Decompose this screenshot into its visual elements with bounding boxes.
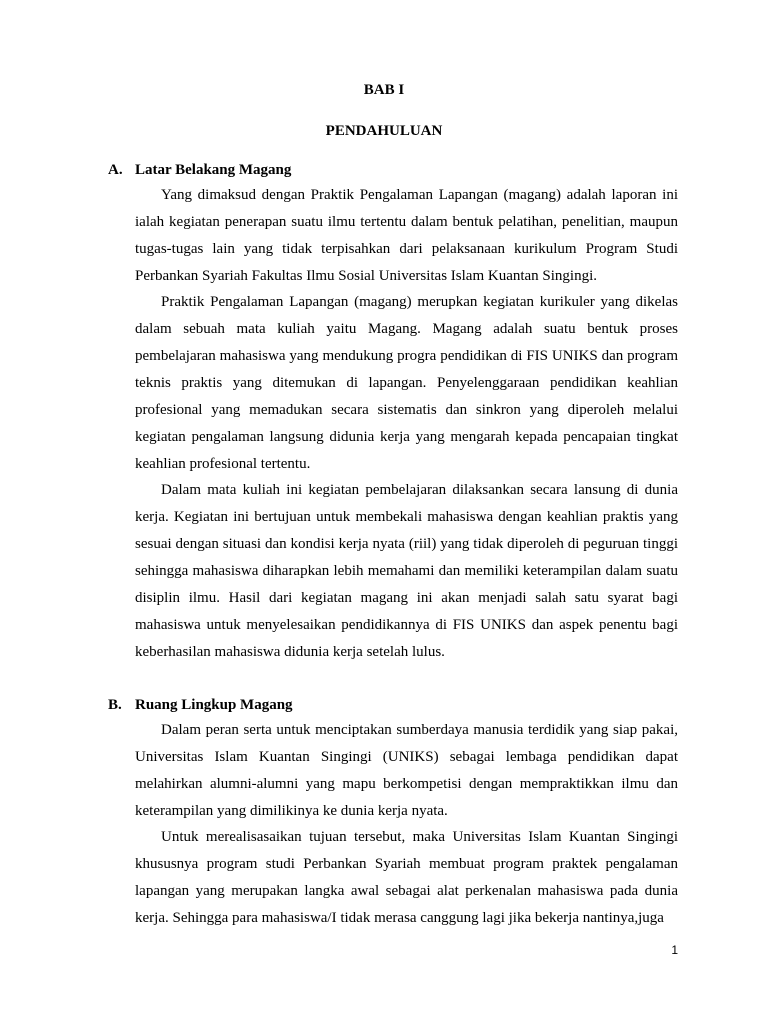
section-heading-b	[108, 696, 688, 714]
paragraph: Dalam mata kuliah ini kegiatan pembelajaran dilaksankan secara lansung di dunia kerja. Kegiatan ini bertujuan untuk membekali mahasiswa dengan keahlian praktis yang sesuai dengan situasi dan kondisi kerja nyata (riil) yang tidak diperoleh di peguruan tinggi sehingga mahasiswa diharapkan lebih memahami dan memiliki keterampilan dalam suatu disiplin ilmu. Hasil dari kegiatan magang ini akan menjadi salah satu syarat bagi mahasiswa untuk menyelesaikan pendidikannya di FIS UNIKS dan aspek penentu bagi keberhasilan mahasiswa didunia kerja setelah lulus.	[135, 482, 678, 660]
section-title: Latar Belakang Magang	[135, 162, 292, 178]
page-number: 1	[671, 943, 678, 957]
chapter-title: PENDAHULUAN	[325, 123, 443, 139]
paragraph: Untuk merealisasaikan tujuan tersebut, maka Universitas Islam Kuantan Singingi khususnya program studi Perbankan Syariah membuat program praktek pengalaman lapangan yang merupakan langka awal sebagai alat perkenalan mahasiswa pada dunia kerja. Sehingga para mahasiswa/I tidak merasa canggung lagi jika bekerja nantinya,juga	[135, 829, 678, 926]
chapter-number: BAB I	[363, 82, 405, 98]
section-heading-a	[108, 161, 688, 179]
section-title: Ruang Lingkup Magang	[135, 697, 293, 713]
paragraph: Yang dimaksud dengan Praktik Pengalaman Lapangan (magang) adalah laporan ini ialah kegiatan penerapan suatu ilmu tertentu dalam bentuk pelatihan, penelitian, maupun tugas-tugas lain yang tidak terpisahkan dari pelaksanaan kurikulum Program Studi Perbankan Syariah Fakultas Ilmu Sosial Universitas Islam Kuantan Singingi.	[135, 187, 678, 284]
paragraph: Dalam peran serta untuk menciptakan sumberdaya manusia terdidik yang siap pakai, Universitas Islam Kuantan Singingi (UNIKS) sebagai lembaga pendidikan dapat melahirkan alumni-alumni yang mapu berkompetisi dengan mempraktikkan ilmu dan keterampilan yang dimilikinya ke dunia kerja nyata.	[135, 722, 678, 819]
section-letter: B.	[108, 697, 122, 713]
section-letter: A.	[108, 162, 123, 178]
paragraph: Praktik Pengalaman Lapangan (magang) merupkan kegiatan kurikuler yang dikelas dalam sebuah mata kuliah yaitu Magang. Magang adalah suatu bentuk proses pembelajaran mahasiswa yang mendukung progra pendidikan di FIS UNIKS dan program teknis praktis yang ditemukan di lapangan. Penyelenggaraan pendidikan keahlian profesional yang memadukan secara sistematis dan sinkron yang diperoleh melalui kegiatan pengalaman langsung didunia kerja yang mengarah kepada pencapaian tingkat keahlian profesional tertentu.	[135, 294, 678, 472]
